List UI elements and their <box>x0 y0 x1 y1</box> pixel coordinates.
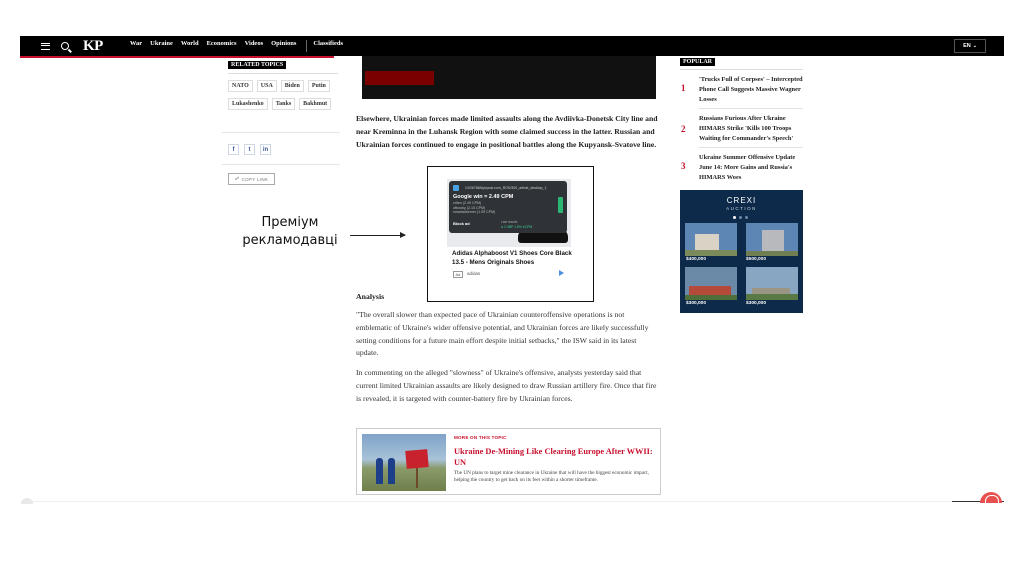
property-tile <box>685 267 737 300</box>
sign-post <box>416 466 418 488</box>
article-paragraph: "The overall slower than expected pace of Ukrainian counteroffensive operations is not emblematic of Ukraine's wider offensive potential, and Ukrainian forces are likely successfully setting conditions for a future main effort despite initial setbacks," the ISW said in its latest update. <box>356 310 649 358</box>
more-on-topic-title[interactable]: Ukraine De-Mining Like Clearing Europe After WWII: UN <box>454 447 653 467</box>
scroll-indicator-icon <box>21 498 33 504</box>
support-widget-icon[interactable] <box>980 492 1002 503</box>
link-icon: ☍ <box>234 176 240 181</box>
popular-title[interactable]: Russians Furious After Ukraine HIMARS Strike 'Kills 100 Troops Waiting for Commander's Speech' <box>699 115 794 142</box>
tag-nato[interactable]: NATO <box>228 80 253 92</box>
nav-item-economics[interactable]: Economics <box>206 40 237 47</box>
adchoices-icon[interactable] <box>559 270 564 276</box>
property-price: $300,000 <box>686 301 707 306</box>
divider <box>228 73 338 74</box>
ad-brand[interactable]: adidas <box>467 271 481 276</box>
bid-bar <box>558 197 563 213</box>
divider <box>222 164 340 165</box>
more-on-topic-card[interactable] <box>356 428 661 495</box>
block-ad-button[interactable]: Block ad <box>453 221 470 226</box>
more-on-topic-description: The UN plans to target mine clearance in Ukraine that will have the biggest economic impact, helping the country to get back on its feet within a shorter timeframe. <box>454 470 649 483</box>
nav-item-ukraine[interactable]: Ukraine <box>150 40 173 47</box>
adapter-icon <box>453 185 459 191</box>
nav-accent-line <box>20 56 334 58</box>
top-navbar <box>20 36 1004 56</box>
tag-biden[interactable]: Biden <box>281 80 304 92</box>
more-on-topic-label: MORE ON THIS TOPIC <box>454 435 507 440</box>
nav-item-opinions[interactable]: Opinions <box>271 40 297 47</box>
property-price: $500,000 <box>746 257 767 262</box>
ad-title[interactable]: Adidas Alphaboost V1 Shoes Core Black 13.5 - Mens Originals Shoes <box>452 250 572 266</box>
linkedin-icon[interactable]: in <box>260 144 271 155</box>
divider <box>680 69 803 70</box>
popular-rank: 3 <box>681 161 686 171</box>
nav-divider <box>306 40 307 52</box>
popular-heading: POPULAR <box>680 58 715 66</box>
ad-badge: Ad <box>453 271 463 278</box>
ad-cpm-list <box>453 201 495 215</box>
property-price: $400,000 <box>686 257 707 262</box>
property-tile <box>746 267 798 300</box>
last-results-value: ● 2.3BP 1.5% eCPM <box>501 225 533 229</box>
divider <box>222 132 340 133</box>
popular-title[interactable]: Ukraine Summer Offensive Update June 14: More Gains and Russia's HIMARS Woes <box>699 154 796 181</box>
related-topics-list <box>228 80 338 110</box>
deminer-figure <box>376 458 383 484</box>
popular-rank: 2 <box>681 124 686 134</box>
chevron-down-icon: ⌄ <box>972 43 977 49</box>
more-on-topic-image <box>362 434 446 491</box>
cpm-line: smartadserver (1.59 CPM) <box>453 210 496 214</box>
nav-item-videos[interactable]: Videos <box>244 40 264 47</box>
ad-unit-path: /1026768/kyivpost.com_ROS/300_article_desktop_1 <box>465 186 547 190</box>
cpm-line: ofbooby (2.15 CPM) <box>453 205 486 210</box>
cpm-line: criteo (2.49 CPM) <box>453 201 482 205</box>
nav-item-classifieds[interactable]: Classifieds <box>313 40 344 47</box>
deminer-figure <box>388 458 395 484</box>
crexi-logo: CREXI <box>726 196 757 205</box>
related-topics-heading: RELATED TOPICS <box>228 61 286 69</box>
divider <box>698 147 803 148</box>
search-icon[interactable] <box>61 42 69 50</box>
language-selector[interactable] <box>954 39 986 53</box>
language-label: EN <box>963 43 971 49</box>
popular-rank: 1 <box>681 83 686 93</box>
copy-link-button[interactable] <box>228 173 275 185</box>
tag-usa[interactable]: USA <box>257 80 277 92</box>
copy-link-label: COPY LINK <box>241 176 269 182</box>
crexi-sub: AUCTION <box>726 206 757 211</box>
property-tile <box>685 223 737 256</box>
premium-ad-box[interactable] <box>427 166 594 302</box>
twitter-icon[interactable]: t <box>244 144 255 155</box>
tag-bakhmut[interactable]: Bakhmut <box>299 98 331 110</box>
crexi-ad[interactable] <box>680 190 803 313</box>
last-results-label: Last results <box>501 220 518 224</box>
popular-title[interactable]: 'Trucks Full of Corpses' – Intercepted Phone Call Suggests Massive Wagner Losses <box>699 76 803 103</box>
property-price: $300,000 <box>746 301 767 306</box>
share-buttons <box>228 144 271 155</box>
mine-warning-sign <box>405 449 428 469</box>
property-tile <box>746 223 798 256</box>
article-paragraph: Elsewhere, Ukrainian forces made limited assaults along the Avdiivka-Donetsk City line and near Kreminna in the Luhansk Region with some claimed success in the latter. Russian and Ukrainian forces continued to engage in positional battles along the Kupyansk-Svatove line. <box>356 114 658 149</box>
tag-tanks[interactable]: Tanks <box>272 98 295 110</box>
page-bottom-edge <box>20 501 1004 502</box>
article-paragraph: In commenting on the alleged "slowness" of Ukraine's offensive, analysts yesterday said that current limited Ukrainian assaults are likely designed to draw Russian artillery fire. Once that fire is revealed, it is targeted with counter-battery fire by Ukrainian forces. <box>356 368 657 403</box>
carousel-dots <box>733 216 748 219</box>
annotation-arrow-icon <box>350 235 405 236</box>
tag-lukashenko[interactable]: Lukashenko <box>228 98 268 110</box>
divider <box>698 108 803 109</box>
annotation-label: Преміум рекламодавці <box>242 215 338 248</box>
facebook-icon[interactable]: f <box>228 144 239 155</box>
ad-bid-overlay <box>449 181 567 233</box>
menu-icon[interactable] <box>41 43 50 50</box>
nav-item-war[interactable]: War <box>129 40 143 47</box>
hero-image-overlay <box>365 71 434 85</box>
section-heading: Analysis <box>356 292 385 301</box>
tag-putin[interactable]: Putin <box>308 80 330 92</box>
nav-item-world[interactable]: World <box>180 40 199 47</box>
site-logo[interactable]: KP <box>83 37 103 54</box>
ad-win-text: Google win = 2.49 CPM <box>453 194 514 200</box>
